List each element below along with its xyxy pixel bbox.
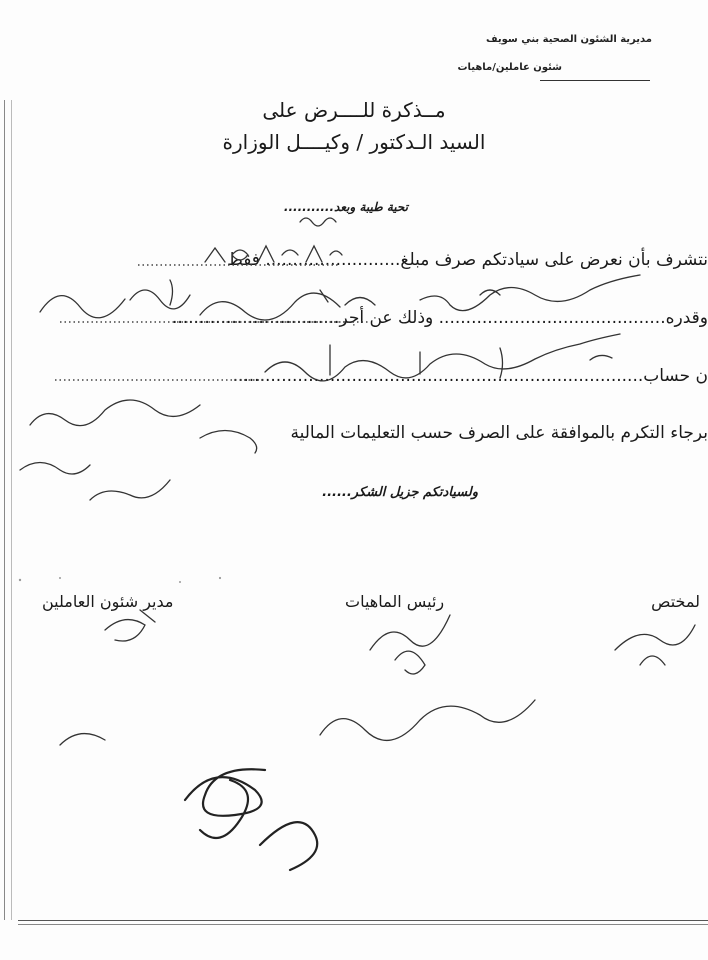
scan-speck <box>19 579 21 581</box>
scan-bottom-border <box>18 920 708 925</box>
handwritten-side-note <box>200 431 257 454</box>
scan-speck <box>219 577 221 579</box>
signature-label-officer: لمختص <box>651 592 700 611</box>
memo-addressee: السيد الـدكتور / وكيــــل الوزارة <box>222 130 486 154</box>
signature-hr-director <box>105 610 155 641</box>
handwritten-strokes <box>170 280 500 305</box>
signature-label-payroll-head: رئيس الماهيات <box>345 592 445 611</box>
signature-officer <box>615 625 695 665</box>
closing-line: ولسيادتكم جزيل الشكر...... <box>322 485 478 500</box>
official-signature <box>185 769 317 870</box>
amount-line: نتشرف بأن نعرض على سيادتكم صرف مبلغ......................... فقط <box>227 250 708 270</box>
signature-payroll-head <box>370 615 450 674</box>
org-header-line: مديرية الشئون الصحية بني سويف <box>485 34 652 45</box>
handwritten-approval-note <box>60 700 535 745</box>
scan-margin-lines <box>4 100 12 920</box>
handwritten-side-note <box>20 400 200 500</box>
scan-speck <box>179 581 181 583</box>
signature-label-hr-director: مدير شئون العاملين <box>42 592 174 611</box>
dept-header-line: شئون عاملين/ماهيات <box>457 62 562 73</box>
scan-speck <box>59 577 61 579</box>
header-underline <box>540 80 650 81</box>
memo-title: مــذكرة للــــرض على <box>262 98 446 122</box>
greeting-line: تحية طيبة وبعد........... <box>283 200 408 214</box>
handwritten-mark <box>300 218 336 226</box>
approval-request-line: برجاء التكرم بالموافقة على الصرف حسب التعليمات المالية <box>290 423 708 443</box>
amount-words-line: وقدره.......................................... وذلك عن أجر............................... <box>171 308 708 328</box>
account-line: ن حساب............................................................................ <box>232 366 708 386</box>
